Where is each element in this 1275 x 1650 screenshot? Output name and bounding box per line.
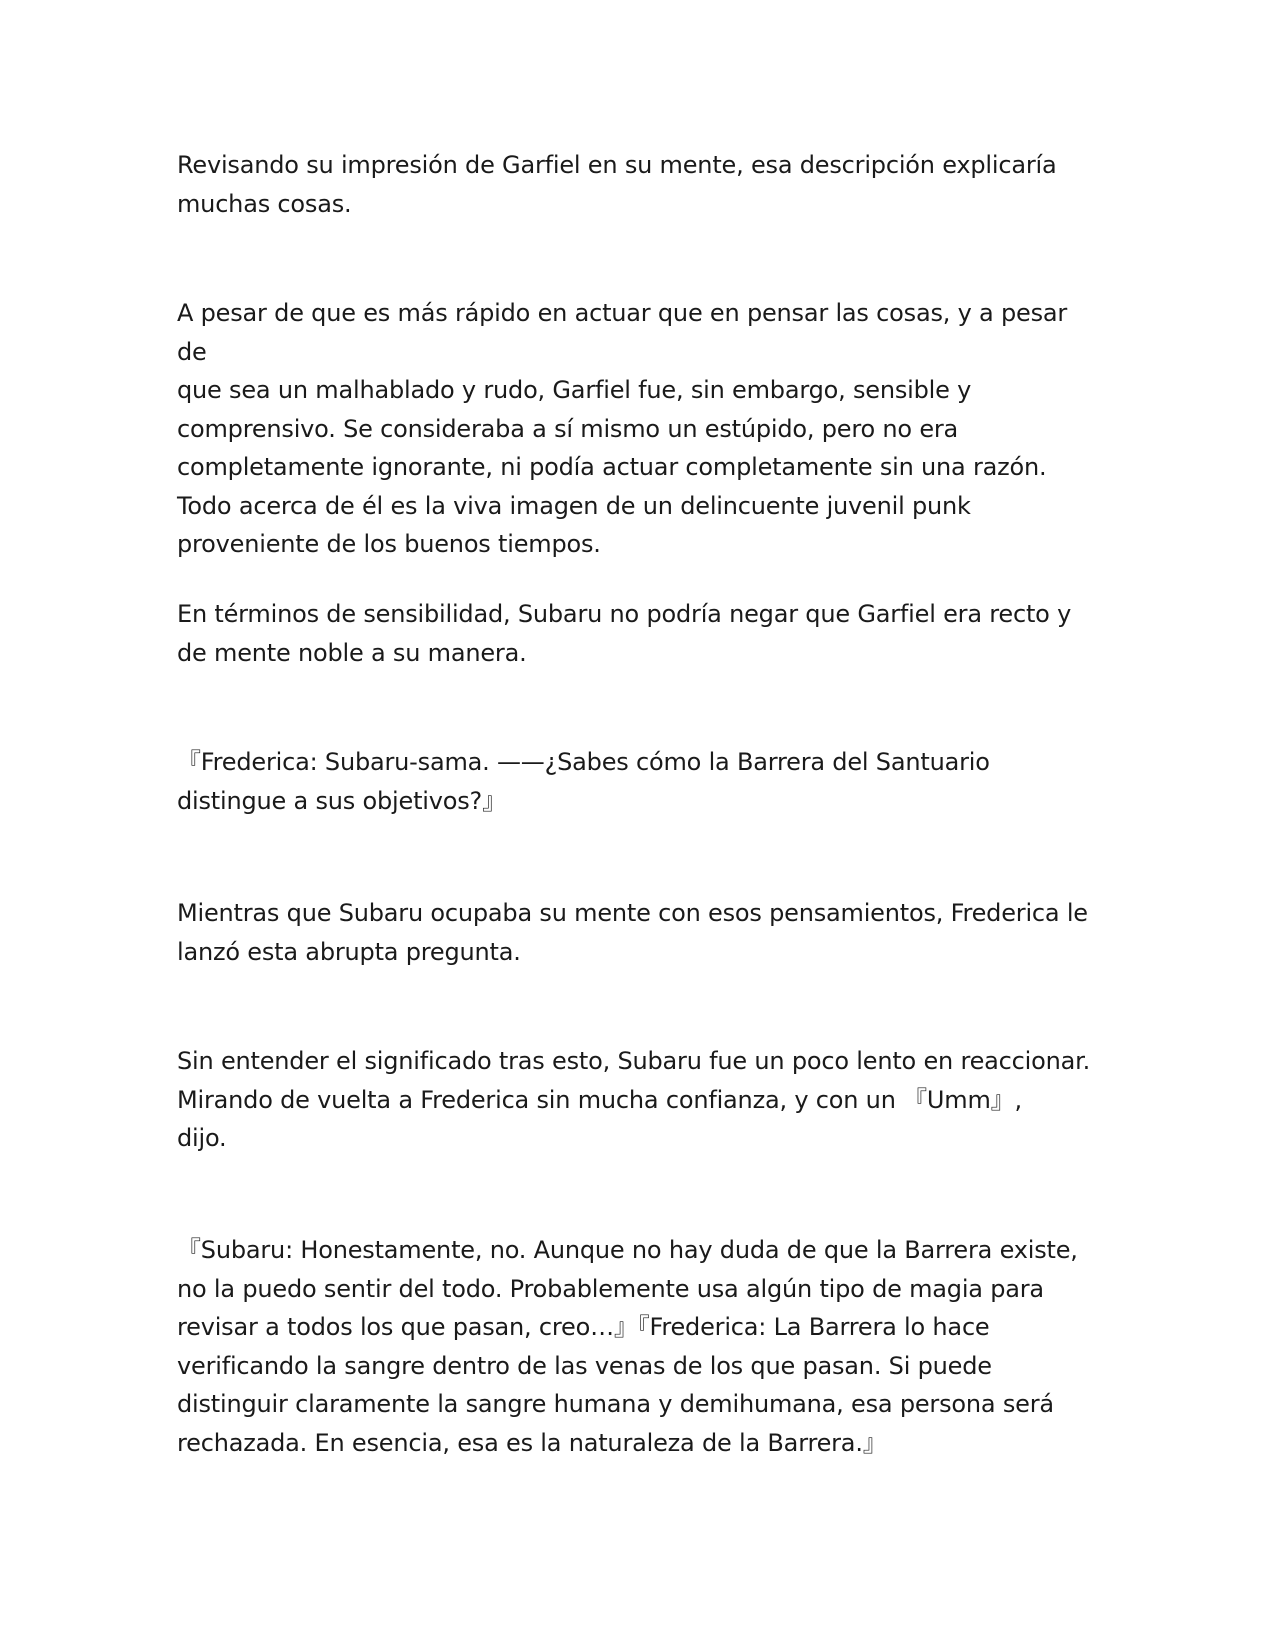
paragraph-6: Sin entender el significado tras esto, Subaru fue un poco lento en reaccionar. Mirando de vuelta a Frederica sin mucha confianza, y con un 『Umm』, dijo.	[177, 1047, 1091, 1152]
paragraph-7: 『Subaru: Honestamente, no. Aunque no hay duda de que la Barrera existe, no la puedo sentir del todo. Probablemente usa algún tipo de magia para revisar a todos los que pasan, creo…』『Frederica: La Barrera lo hace verificando la sangre dentro de las venas de los que pasan. Si puede distinguir claramente la sangre humana y demihumana, esa persona será rechazada. En esencia, esa es la naturaleza de la Barrera.』	[177, 1236, 1078, 1457]
paragraph-4: 『Frederica: Subaru-sama. ——¿Sabes cómo la Barrera del Santuario distingue a sus objetivos?』	[177, 748, 990, 815]
paragraph-3: En términos de sensibilidad, Subaru no podría negar que Garfiel era recto y de mente noble a su manera.	[177, 600, 1072, 667]
paragraph-5: Mientras que Subaru ocupaba su mente con esos pensamientos, Frederica le lanzó esta abrupta pregunta.	[177, 899, 1088, 966]
paragraph-1: Revisando su impresión de Garfiel en su mente, esa descripción explicaría muchas cosas.	[177, 151, 1057, 218]
paragraph-2: A pesar de que es más rápido en actuar que en pensar las cosas, y a pesar de que sea un malhablado y rudo, Garfiel fue, sin embargo, sensible y comprensivo. Se consideraba a sí mismo un estúpido, pero no era completamente ignorante, ni podía actuar completamente sin una razón. Todo acerca de él es la viva imagen de un delincuente juvenil punk proveniente de los buenos tiempos.	[177, 299, 1068, 558]
